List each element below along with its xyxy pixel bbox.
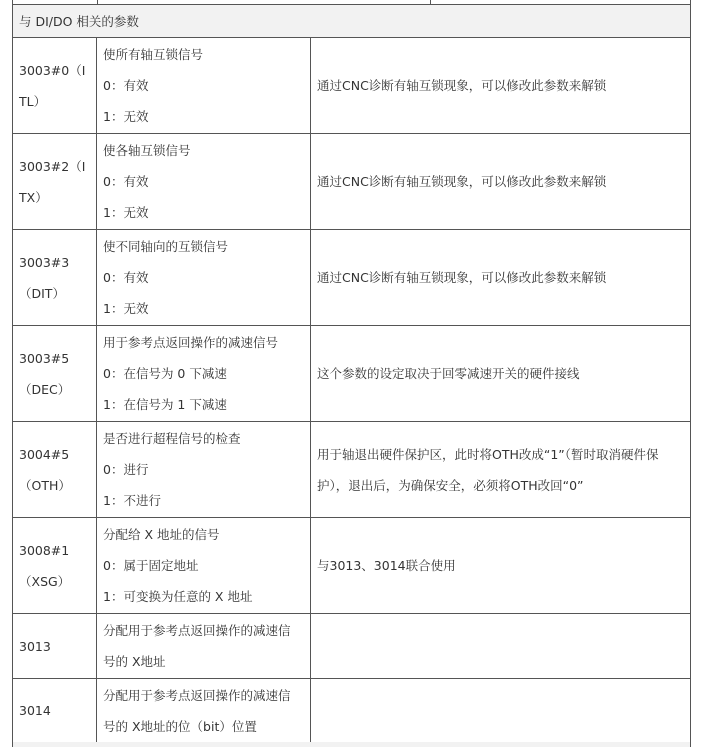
table-row (13, 679, 691, 743)
description-line: 0：属于固定地址 (103, 558, 199, 573)
table-row (13, 422, 691, 518)
description-line: 1：无效 (103, 205, 149, 220)
description-line: 是否进行超程信号的检查 (103, 431, 241, 446)
description-line: 0：有效 (103, 174, 149, 189)
table-row (13, 38, 691, 134)
description-line: 号的 X地址 (103, 654, 166, 669)
parameter-table (12, 4, 691, 743)
description-line: 0：有效 (103, 270, 149, 285)
table-row (13, 326, 691, 422)
parameter-description (97, 230, 311, 326)
parameter-code: 3013 (13, 614, 97, 679)
description-line: 使各轴互锁信号 (103, 143, 191, 158)
parameter-code: 3003#3（DIT） (13, 230, 97, 326)
parameter-code: 3014 (13, 679, 97, 743)
parameter-note: 通过CNC诊断有轴互锁现象，可以修改此参数来解锁 (311, 134, 691, 230)
description-line: 分配用于参考点返回操作的减速信 (103, 623, 291, 638)
table-row (13, 614, 691, 679)
parameter-note: 与3013、3014联合使用 (311, 518, 691, 614)
parameter-code: 3008#1（XSG） (13, 518, 97, 614)
section-title: 与 DI/DO 相关的参数 (13, 5, 691, 38)
table-row (13, 518, 691, 614)
parameter-description (97, 326, 311, 422)
parameter-description (97, 134, 311, 230)
parameter-note: 通过CNC诊断有轴互锁现象，可以修改此参数来解锁 (311, 38, 691, 134)
table-row (13, 134, 691, 230)
section-header-row (13, 5, 691, 38)
parameter-code: 3004#5（OTH） (13, 422, 97, 518)
parameter-description (97, 518, 311, 614)
parameter-description (97, 679, 311, 743)
table-row (13, 230, 691, 326)
parameter-note (311, 614, 691, 679)
parameter-description (97, 614, 311, 679)
description-line: 分配用于参考点返回操作的减速信 (103, 687, 291, 703)
description-line: 用于参考点返回操作的减速信号 (103, 335, 279, 350)
parameter-note: 通过CNC诊断有轴互锁现象，可以修改此参数来解锁 (311, 230, 691, 326)
description-line: 1：不进行 (103, 493, 161, 508)
parameter-code: 3003#0（ITL） (13, 38, 97, 134)
description-line: 1：无效 (103, 301, 149, 316)
description-line: 1：无效 (103, 109, 149, 124)
parameter-code: 3003#2（ITX） (13, 134, 97, 230)
description-line: 1：可变换为任意的 X 地址 (103, 589, 253, 604)
description-line: 0：在信号为 0 下减速 (103, 366, 227, 381)
description-line: 0：有效 (103, 78, 149, 93)
description-line: 使不同轴向的互锁信号 (103, 239, 229, 254)
parameter-note (311, 679, 691, 743)
parameter-description (97, 38, 311, 134)
next-table-edge (12, 742, 691, 747)
parameter-description (97, 422, 311, 518)
description-line: 0：进行 (103, 462, 149, 477)
description-line: 分配给 X 地址的信号 (103, 527, 220, 542)
description-line: 1：在信号为 1 下减速 (103, 397, 227, 412)
parameter-code: 3003#5（DEC） (13, 326, 97, 422)
parameter-note: 这个参数的设定取决于回零减速开关的硬件接线 (311, 326, 691, 422)
parameter-note: 用于轴退出硬件保护区，此时将OTH改成“1”（暂时取消硬件保护），退出后，为确保安全，必须将OTH改回“0” (311, 422, 691, 518)
description-line: 号的 X地址的位（bit）位置 (103, 718, 257, 734)
description-line: 使所有轴互锁信号 (103, 47, 204, 62)
